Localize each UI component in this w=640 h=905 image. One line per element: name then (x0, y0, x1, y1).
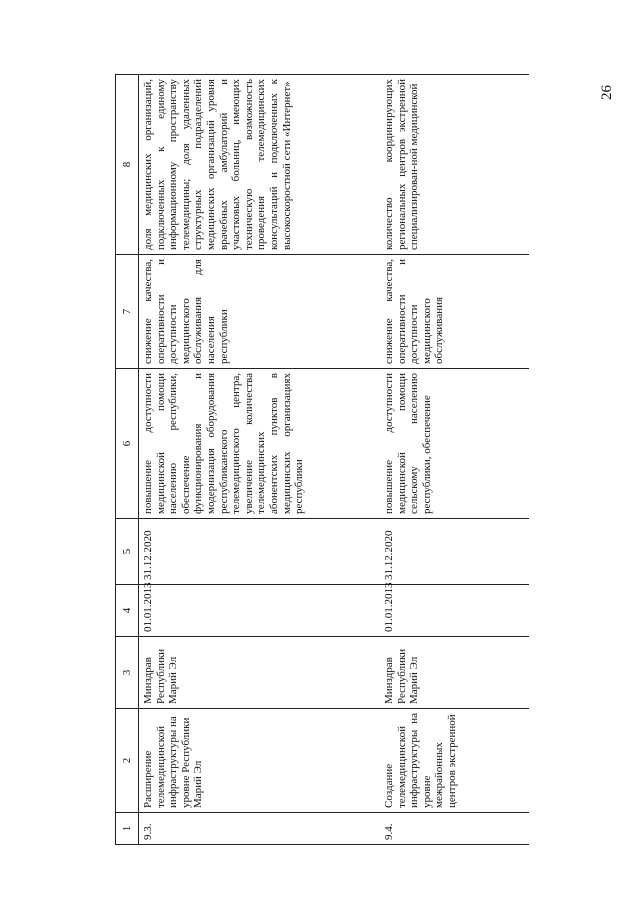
col-header-1: 1 (116, 813, 139, 845)
col-header-3: 3 (116, 637, 139, 709)
col-header-8: 8 (116, 75, 139, 255)
column-number-row (116, 75, 139, 845)
rotated-table-container (115, 75, 535, 845)
measure-name: Создание телемедицинской инфраструктуры на уровне межрайонных центров экстренной (380, 709, 529, 813)
consequence: снижение качества, оперативности и доступности медицинского обслуживания (380, 255, 529, 369)
indicator: количество координирующих региональных центров экстренной специализирован-ной медицинской (380, 75, 529, 255)
row-number: 9.4. (380, 813, 529, 845)
measure-name: Расширение телемедицинской инфраструктуры на уровне Республики Марий Эл (139, 709, 381, 813)
expected-result: повышение доступности медицинской помощи сельскому населению республики, обеспечение (380, 369, 529, 519)
col-header-4: 4 (116, 585, 139, 637)
start-date: 01.01.2013 (380, 585, 529, 637)
table-row (139, 75, 381, 845)
row-number: 9.3. (139, 813, 381, 845)
col-header-6: 6 (116, 369, 139, 519)
col-header-2: 2 (116, 709, 139, 813)
end-date: 31.12.2020 (380, 519, 529, 585)
table-row (380, 75, 529, 845)
consequence: снижение качества, оперативности и доступности медицинского обслуживания для населения республики (139, 255, 381, 369)
col-header-5: 5 (116, 519, 139, 585)
expected-result: повышение доступности медицинской помощи населению республики, обеспечение функционирования и модернизация оборудования республиканского телемедицинского центра, увеличение количества телемедицинских абонентских пунктов в медицинских организациях республики (139, 369, 381, 519)
indicator: доля медицинских организаций, подключенных к единому информационному пространству телемедицины; доля удаленных структурных подразделений медицинских организаций уровня врачебных амбулаторий и участковых больниц, имеющих техническую возможность проведения телемедицинских консультаций и подключенных к высокоскоростной сети «Интернет» (139, 75, 381, 255)
start-date: 01.01.2013 (139, 585, 381, 637)
end-date: 31.12.2020 (139, 519, 381, 585)
plan-table (115, 74, 529, 845)
page-number: 26 (599, 85, 615, 100)
executor: Минздрав Республики Марий Эл (380, 637, 529, 709)
executor: Минздрав Республики Марий Эл (139, 637, 381, 709)
col-header-7: 7 (116, 255, 139, 369)
